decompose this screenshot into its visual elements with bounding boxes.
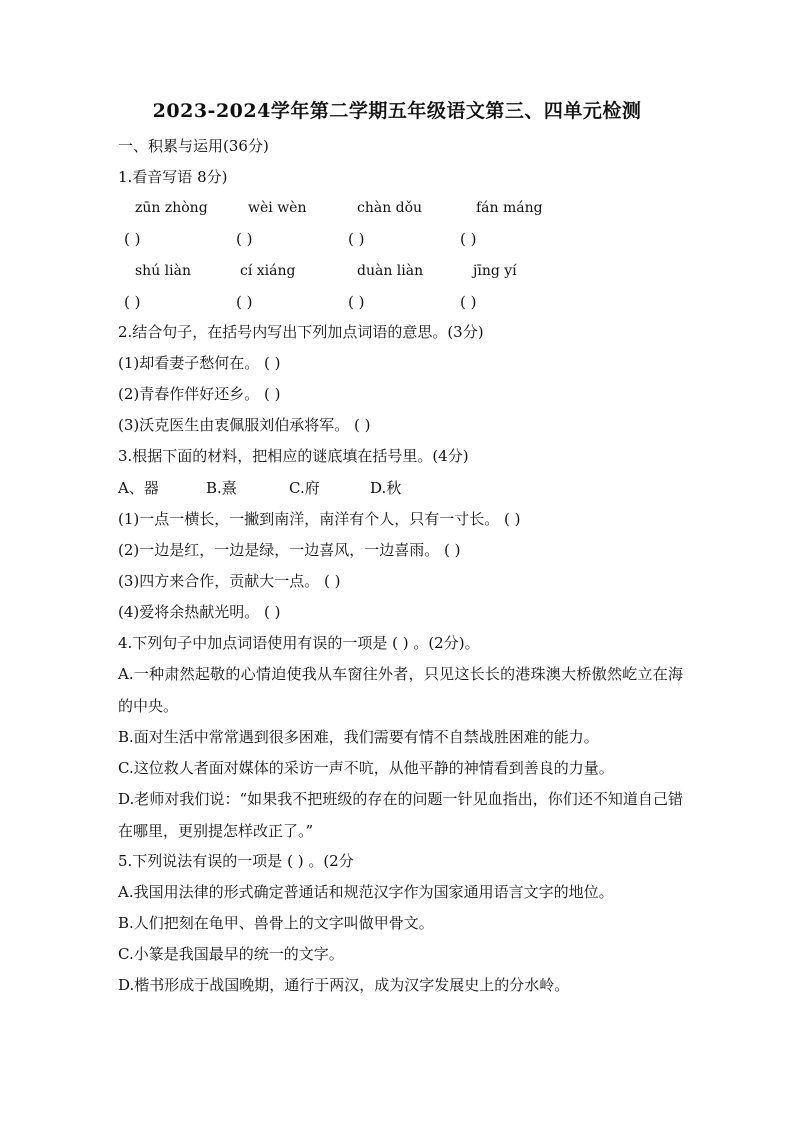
q1-heading: 1.看音写语 8分) — [118, 168, 228, 186]
q3-item: (3)四方来合作，贡献大一点。 ( ) — [118, 572, 341, 590]
q5-option: C.小篆是我国最早的统一的文字。 — [118, 945, 344, 963]
section-heading: 一、积累与运用(36分) — [118, 137, 269, 155]
answer-blank[interactable]: ( ) — [460, 293, 477, 311]
page-title: 2023-2024学年第二学期五年级语文第三、四单元检测 — [152, 100, 642, 122]
answer-blank[interactable]: ( ) — [460, 230, 477, 248]
q4-heading: 4.下列句子中加点词语使用有误的一项是 ( ) 。(2分)。 — [118, 634, 480, 652]
q4-option-b: B.面对生活中常常遇到很多困难，我们需要有情不自禁战胜困难的能力。 — [118, 728, 599, 746]
q4-option-d: D.老师对我们说：“如果我不把班级的存在的问题一针见血指出，你们还不知道自己错在哪里，更别提怎样改正了。” — [118, 790, 683, 840]
pinyin-item: shú liàn — [135, 263, 191, 279]
q2-heading: 2.结合句子，在括号内写出下列加点词语的意思。(3分) — [118, 323, 484, 341]
answer-blank[interactable]: ( ) — [124, 293, 141, 311]
q3-item: (1)一点一横长，一撇到南洋，南洋有个人，只有一寸长。 ( ) — [118, 510, 521, 528]
pinyin-item: chàn dǒu — [357, 200, 423, 216]
q5-option: B.人们把刻在龟甲、兽骨上的文字叫做甲骨文。 — [118, 914, 434, 932]
q5-option: D.楷书形成于战国晚期，通行于两汉，成为汉字发展史上的分水岭。 — [118, 976, 570, 994]
q3-option: C.府 — [289, 479, 320, 497]
answer-blank[interactable]: ( ) — [236, 293, 253, 311]
pinyin-item: cí xiáng — [240, 263, 296, 279]
q3-option: D.秋 — [370, 479, 402, 497]
answer-blank[interactable]: ( ) — [236, 230, 253, 248]
q5-option: A.我国用法律的形式确定普通话和规范汉字作为国家通用语言文字的地位。 — [118, 883, 614, 901]
answer-blank[interactable]: ( ) — [124, 230, 141, 248]
q2-item: (2)青春作伴好还乡。 ( ) — [118, 385, 281, 403]
q3-option: A、器 — [118, 479, 159, 497]
q4-option-a: A.一种肃然起敬的心情迫使我从车窗往外者，只见这长长的港珠澳大桥傲然屹立在海的中央。 — [118, 665, 683, 715]
answer-blank[interactable]: ( ) — [348, 293, 365, 311]
q3-heading: 3.根据下面的材料，把相应的谜底填在括号里。(4分) — [118, 447, 469, 465]
q3-item: (4)爱将余热献光明。 ( ) — [118, 603, 281, 621]
pinyin-item: wèi wèn — [248, 200, 307, 216]
q5-heading: 5.下列说法有误的一项是 ( ) 。(2分 — [118, 852, 354, 870]
q4-option-c: C.这位救人者面对媒体的采访一声不吭，从他平静的神情看到善良的力量。 — [118, 759, 614, 777]
q2-item: (3)沃克医生由衷佩服刘伯承将军。 ( ) — [118, 416, 371, 434]
q2-item: (1)却看妻子愁何在。 ( ) — [118, 354, 281, 372]
pinyin-item: duàn liàn — [357, 263, 424, 279]
pinyin-item: zūn zhòng — [135, 200, 208, 216]
q3-item: (2)一边是红，一边是绿，一边喜风，一边喜雨。 ( ) — [118, 541, 461, 559]
q3-option: B.熹 — [206, 479, 237, 497]
pinyin-item: fán máng — [476, 200, 543, 216]
pinyin-item: jīng yí — [473, 263, 517, 279]
answer-blank[interactable]: ( ) — [348, 230, 365, 248]
